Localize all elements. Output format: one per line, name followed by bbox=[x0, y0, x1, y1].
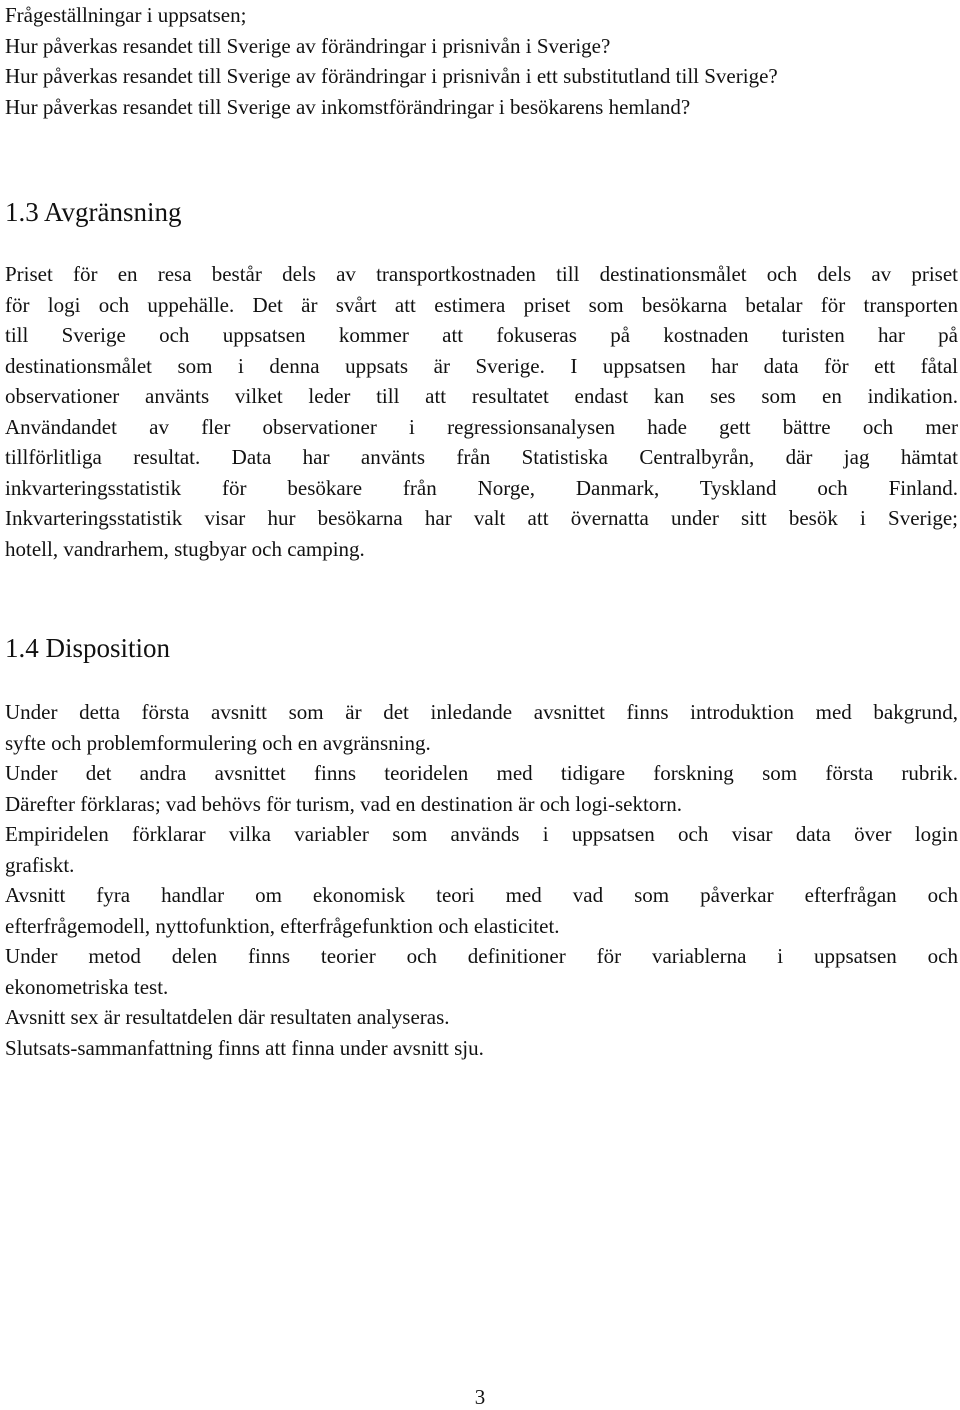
section-heading-avgransning: 1.3 Avgränsning bbox=[5, 197, 182, 227]
paragraph-line: Slutsats-sammanfattning finns att finna under avsnitt sju. bbox=[5, 1035, 484, 1060]
paragraph-line: för logi och uppehälle. Det är svårt att estimera priset som besökarna betalar för transporten bbox=[5, 292, 958, 317]
paragraph-line: Användandet av fler observationer i regressionsanalysen hade gett bättre och mer bbox=[5, 414, 958, 439]
question-item: Hur påverkas resandet till Sverige av förändringar i prisnivån i Sverige? bbox=[5, 33, 611, 58]
page-number: 3 bbox=[474, 1385, 486, 1409]
paragraph-line: till Sverige och uppsatsen kommer att fokuseras på kostnaden turisten har på bbox=[5, 323, 958, 347]
paragraph-line: Empiridelen förklarar vilka variabler som används i uppsatsen och visar data över login bbox=[5, 822, 958, 846]
questions-intro: Frågeställningar i uppsatsen; bbox=[5, 3, 247, 27]
paragraph-line: hotell, vandrarhem, stugbyar och camping. bbox=[5, 536, 365, 561]
question-item: Hur påverkas resandet till Sverige av förändringar i prisnivån i ett substitutland till Sverige? bbox=[5, 64, 778, 88]
paragraph-line: Under metod delen finns teorier och definitioner för variablerna i uppsatsen och bbox=[5, 944, 958, 968]
paragraph-line: destinationsmålet som i denna uppsats är Sverige. I uppsatsen har data för ett fåtal bbox=[5, 353, 958, 378]
paragraph-line: Priset för en resa består dels av transportkostnaden till destinationsmålet och dels av priset bbox=[5, 262, 958, 286]
section-body-avgransning bbox=[5, 259, 958, 564]
paragraph-line: observationer använts vilket leder till att resultatet endast kan ses som en indikation. bbox=[5, 384, 958, 408]
paragraph-line: ekonometriska test. bbox=[5, 974, 169, 999]
paragraph-line: tillförlitliga resultat. Data har använts från Statistiska Centralbyrån, där jag hämtat bbox=[5, 445, 958, 469]
paragraph-line: Avsnitt sex är resultatdelen där resultaten analyseras. bbox=[5, 1005, 450, 1029]
paragraph-line: Under det andra avsnittet finns teoridelen med tidigare forskning som första rubrik. bbox=[5, 761, 958, 785]
paragraph-line: efterfrågemodell, nyttofunktion, efterfrågefunktion och elasticitet. bbox=[5, 913, 560, 938]
section-heading-disposition: 1.4 Disposition bbox=[5, 633, 171, 663]
section-body-disposition bbox=[5, 697, 958, 1063]
question-item: Hur påverkas resandet till Sverige av inkomstförändringar i besökarens hemland? bbox=[5, 94, 691, 119]
paragraph-line: Under detta första avsnitt som är det inledande avsnittet finns introduktion med bakgrund, bbox=[5, 700, 958, 724]
paragraph-line: Avsnitt fyra handlar om ekonomisk teori med vad som påverkar efterfrågan och bbox=[5, 883, 958, 907]
paragraph-line: Därefter förklaras; vad behövs för turism, vad en destination är och logi-sektorn. bbox=[5, 791, 683, 816]
paragraph-line: inkvarteringsstatistik för besökare från Norge, Danmark, Tyskland och Finland. bbox=[5, 475, 958, 500]
paragraph-line: syfte och problemformulering och en avgränsning. bbox=[5, 730, 431, 755]
paragraph-line: Inkvarteringsstatistik visar hur besökarna har valt att övernatta under sitt besök i Sverige; bbox=[5, 506, 958, 530]
research-questions bbox=[5, 0, 958, 122]
paragraph-line: grafiskt. bbox=[5, 852, 75, 877]
